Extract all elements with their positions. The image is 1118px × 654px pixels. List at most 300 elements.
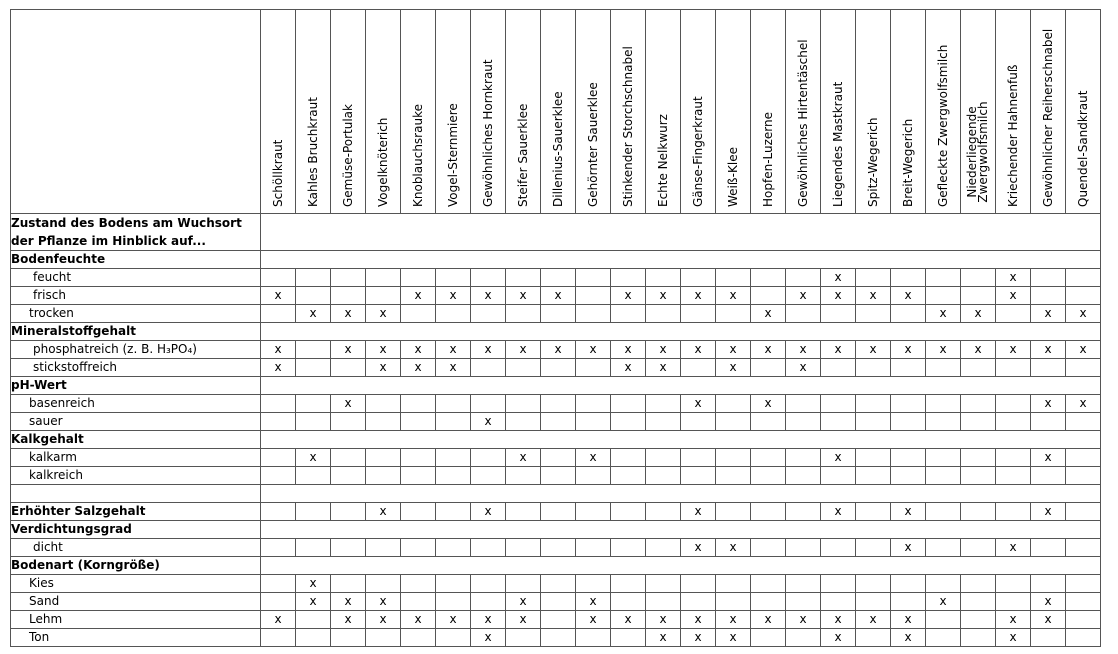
mark-cell bbox=[751, 467, 786, 485]
species-name: Kahles Bruchkraut bbox=[306, 97, 320, 207]
mark-cell: x bbox=[576, 593, 611, 611]
mark-cell bbox=[296, 413, 331, 431]
mark-cell bbox=[436, 539, 471, 557]
mark-cell bbox=[261, 467, 296, 485]
mark-cell bbox=[471, 575, 506, 593]
mark-cell bbox=[926, 449, 961, 467]
mark-cell bbox=[786, 539, 821, 557]
mark-cell bbox=[996, 395, 1031, 413]
mark-cell bbox=[856, 467, 891, 485]
mark-cell: x bbox=[716, 359, 751, 377]
criterion-row bbox=[11, 359, 1101, 377]
mark-cell bbox=[366, 449, 401, 467]
mark-cell bbox=[821, 467, 856, 485]
mark-cell bbox=[296, 395, 331, 413]
mark-cell bbox=[856, 413, 891, 431]
criterion-label: kalkarm bbox=[11, 449, 261, 467]
mark-cell: x bbox=[751, 611, 786, 629]
mark-cell bbox=[926, 467, 961, 485]
mark-cell bbox=[646, 503, 681, 521]
mark-cell bbox=[576, 467, 611, 485]
mark-cell bbox=[681, 359, 716, 377]
mark-cell bbox=[611, 449, 646, 467]
mark-cell bbox=[786, 449, 821, 467]
mark-cell: x bbox=[751, 395, 786, 413]
mark-cell: x bbox=[471, 413, 506, 431]
mark-cell: x bbox=[401, 359, 436, 377]
mark-cell bbox=[856, 593, 891, 611]
mark-cell: x bbox=[506, 611, 541, 629]
mark-cell bbox=[681, 269, 716, 287]
species-name: Gewöhnlicher Reiherschnabel bbox=[1041, 28, 1055, 207]
mark-cell bbox=[261, 575, 296, 593]
mark-cell bbox=[261, 629, 296, 647]
mark-cell bbox=[261, 539, 296, 557]
mark-cell bbox=[856, 359, 891, 377]
mark-cell bbox=[296, 269, 331, 287]
mark-cell bbox=[611, 467, 646, 485]
mark-cell bbox=[961, 503, 996, 521]
mark-cell bbox=[436, 593, 471, 611]
mark-cell bbox=[751, 503, 786, 521]
mark-cell bbox=[751, 449, 786, 467]
species-name: Stinkender Storchschnabel bbox=[621, 46, 635, 207]
mark-cell bbox=[681, 593, 716, 611]
group-header-row bbox=[11, 251, 1101, 269]
species-name: Knoblauchsrauke bbox=[411, 104, 425, 207]
mark-cell bbox=[296, 287, 331, 305]
group-spacer bbox=[261, 377, 1101, 395]
mark-cell bbox=[751, 539, 786, 557]
species-name: Gewöhnliches Hirtentäschel bbox=[796, 39, 810, 207]
mark-cell bbox=[821, 575, 856, 593]
mark-cell bbox=[576, 539, 611, 557]
mark-cell: x bbox=[436, 611, 471, 629]
species-name: Breit-Wegerich bbox=[901, 118, 915, 207]
species-header bbox=[891, 10, 926, 214]
mark-cell bbox=[751, 269, 786, 287]
mark-cell bbox=[646, 305, 681, 323]
mark-cell: x bbox=[1031, 305, 1066, 323]
mark-cell bbox=[681, 575, 716, 593]
mark-cell bbox=[611, 503, 646, 521]
mark-cell bbox=[401, 269, 436, 287]
mark-cell bbox=[366, 395, 401, 413]
blank-spacer bbox=[261, 485, 1101, 503]
mark-cell bbox=[646, 593, 681, 611]
mark-cell bbox=[646, 575, 681, 593]
mark-cell bbox=[331, 413, 366, 431]
mark-cell bbox=[961, 611, 996, 629]
mark-cell bbox=[1066, 413, 1101, 431]
species-name: Spitz-Wegerich bbox=[866, 117, 880, 207]
species-name: Niederliegende Zwergwolfsmilch bbox=[965, 101, 990, 203]
mark-cell bbox=[926, 287, 961, 305]
mark-cell: x bbox=[366, 593, 401, 611]
mark-cell: x bbox=[471, 287, 506, 305]
mark-cell bbox=[506, 467, 541, 485]
criterion-label: Lehm bbox=[11, 611, 261, 629]
blank-label bbox=[11, 485, 261, 503]
mark-cell bbox=[926, 413, 961, 431]
mark-cell bbox=[1066, 611, 1101, 629]
mark-cell: x bbox=[471, 629, 506, 647]
mark-cell bbox=[1066, 503, 1101, 521]
mark-cell bbox=[681, 413, 716, 431]
mark-cell bbox=[821, 413, 856, 431]
mark-cell bbox=[331, 287, 366, 305]
mark-cell: x bbox=[716, 629, 751, 647]
mark-cell: x bbox=[891, 287, 926, 305]
mark-cell: x bbox=[541, 287, 576, 305]
species-header bbox=[296, 10, 331, 214]
species-name: Kriechender Hahnenfuß bbox=[1006, 64, 1020, 207]
criterion-row bbox=[11, 395, 1101, 413]
mark-cell: x bbox=[716, 287, 751, 305]
mark-cell: x bbox=[401, 341, 436, 359]
mark-cell bbox=[926, 629, 961, 647]
mark-cell: x bbox=[891, 611, 926, 629]
mark-cell bbox=[401, 413, 436, 431]
mark-cell bbox=[471, 395, 506, 413]
table-title-cell bbox=[11, 214, 261, 251]
mark-cell: x bbox=[646, 341, 681, 359]
mark-cell: x bbox=[891, 341, 926, 359]
mark-cell bbox=[961, 395, 996, 413]
criterion-row bbox=[11, 341, 1101, 359]
mark-cell bbox=[296, 629, 331, 647]
mark-cell bbox=[751, 629, 786, 647]
group-spacer bbox=[261, 251, 1101, 269]
mark-cell: x bbox=[576, 449, 611, 467]
mark-cell bbox=[401, 593, 436, 611]
mark-cell bbox=[506, 629, 541, 647]
mark-cell bbox=[1066, 593, 1101, 611]
group-spacer bbox=[261, 323, 1101, 341]
mark-cell: x bbox=[926, 593, 961, 611]
mark-cell: x bbox=[261, 287, 296, 305]
mark-cell bbox=[856, 395, 891, 413]
mark-cell: x bbox=[821, 503, 856, 521]
mark-cell bbox=[541, 611, 576, 629]
mark-cell bbox=[436, 305, 471, 323]
mark-cell bbox=[961, 359, 996, 377]
mark-cell bbox=[506, 575, 541, 593]
criterion-row bbox=[11, 593, 1101, 611]
mark-cell bbox=[961, 449, 996, 467]
mark-cell bbox=[856, 575, 891, 593]
mark-cell: x bbox=[821, 269, 856, 287]
mark-cell bbox=[961, 467, 996, 485]
mark-cell bbox=[436, 413, 471, 431]
mark-cell: x bbox=[506, 449, 541, 467]
species-header bbox=[506, 10, 541, 214]
mark-cell bbox=[786, 413, 821, 431]
mark-cell bbox=[576, 629, 611, 647]
mark-cell bbox=[926, 503, 961, 521]
mark-cell bbox=[786, 629, 821, 647]
mark-cell bbox=[646, 269, 681, 287]
species-header bbox=[366, 10, 401, 214]
mark-cell bbox=[646, 449, 681, 467]
mark-cell: x bbox=[611, 341, 646, 359]
mark-cell: x bbox=[646, 287, 681, 305]
mark-cell bbox=[261, 395, 296, 413]
mark-cell bbox=[331, 629, 366, 647]
mark-cell: x bbox=[996, 629, 1031, 647]
mark-cell bbox=[681, 449, 716, 467]
species-header bbox=[436, 10, 471, 214]
species-header bbox=[961, 10, 996, 214]
species-header bbox=[541, 10, 576, 214]
mark-cell bbox=[891, 449, 926, 467]
species-header bbox=[786, 10, 821, 214]
mark-cell bbox=[576, 305, 611, 323]
mark-cell bbox=[331, 449, 366, 467]
mark-cell bbox=[1031, 575, 1066, 593]
species-header bbox=[401, 10, 436, 214]
mark-cell bbox=[366, 629, 401, 647]
criterion-row bbox=[11, 629, 1101, 647]
mark-cell: x bbox=[996, 539, 1031, 557]
mark-cell bbox=[681, 467, 716, 485]
mark-cell: x bbox=[856, 287, 891, 305]
mark-cell bbox=[1031, 287, 1066, 305]
criterion-label: trocken bbox=[11, 305, 261, 323]
mark-cell bbox=[891, 467, 926, 485]
group-header-row bbox=[11, 323, 1101, 341]
criterion-row bbox=[11, 467, 1101, 485]
mark-cell bbox=[856, 269, 891, 287]
mark-cell: x bbox=[716, 611, 751, 629]
mark-cell bbox=[751, 575, 786, 593]
mark-cell bbox=[296, 341, 331, 359]
group-spacer bbox=[261, 521, 1101, 539]
group-header-row bbox=[11, 557, 1101, 575]
mark-cell: x bbox=[856, 611, 891, 629]
species-header bbox=[471, 10, 506, 214]
species-name: Echte Nelkwurz bbox=[656, 114, 670, 207]
mark-cell bbox=[961, 287, 996, 305]
mark-cell: x bbox=[1066, 305, 1101, 323]
mark-cell bbox=[961, 413, 996, 431]
mark-cell: x bbox=[366, 341, 401, 359]
mark-cell bbox=[646, 413, 681, 431]
species-header bbox=[331, 10, 366, 214]
mark-cell bbox=[1066, 269, 1101, 287]
mark-cell bbox=[611, 539, 646, 557]
species-name: Gehörnter Sauerklee bbox=[586, 82, 600, 207]
mark-cell bbox=[541, 593, 576, 611]
table-body bbox=[11, 214, 1101, 647]
mark-cell bbox=[891, 305, 926, 323]
mark-cell bbox=[856, 305, 891, 323]
mark-cell: x bbox=[296, 449, 331, 467]
mark-cell bbox=[1031, 413, 1066, 431]
mark-cell bbox=[436, 575, 471, 593]
mark-cell bbox=[471, 359, 506, 377]
mark-cell: x bbox=[681, 611, 716, 629]
mark-cell bbox=[541, 467, 576, 485]
species-header bbox=[1031, 10, 1066, 214]
table-title-line1: Zustand des Bodens am Wuchsort bbox=[11, 216, 242, 230]
mark-cell bbox=[646, 467, 681, 485]
species-name: Liegendes Mastkraut bbox=[831, 81, 845, 207]
mark-cell: x bbox=[471, 611, 506, 629]
species-name: Steifer Sauerklee bbox=[516, 103, 530, 207]
species-header bbox=[716, 10, 751, 214]
mark-cell bbox=[996, 359, 1031, 377]
mark-cell bbox=[751, 413, 786, 431]
species-name: Dillenius-Sauerklee bbox=[551, 91, 565, 207]
species-header bbox=[681, 10, 716, 214]
mark-cell bbox=[506, 539, 541, 557]
species-name: Gefleckte Zwergwolfsmilch bbox=[936, 44, 950, 207]
mark-cell: x bbox=[296, 305, 331, 323]
group-header-row bbox=[11, 431, 1101, 449]
mark-cell bbox=[401, 467, 436, 485]
group-spacer bbox=[261, 557, 1101, 575]
species-header-row bbox=[11, 10, 1101, 214]
mark-cell bbox=[401, 629, 436, 647]
mark-cell: x bbox=[646, 629, 681, 647]
mark-cell bbox=[1031, 539, 1066, 557]
mark-cell bbox=[541, 629, 576, 647]
mark-cell bbox=[716, 269, 751, 287]
mark-cell bbox=[891, 575, 926, 593]
mark-cell: x bbox=[436, 341, 471, 359]
group-label: Kalkgehalt bbox=[11, 431, 261, 449]
title-row bbox=[11, 214, 1101, 251]
mark-cell bbox=[1066, 359, 1101, 377]
mark-cell bbox=[436, 395, 471, 413]
mark-cell: x bbox=[821, 629, 856, 647]
mark-cell bbox=[751, 359, 786, 377]
mark-cell bbox=[821, 359, 856, 377]
mark-cell: x bbox=[261, 611, 296, 629]
mark-cell: x bbox=[786, 287, 821, 305]
mark-cell bbox=[436, 629, 471, 647]
mark-cell bbox=[821, 593, 856, 611]
mark-cell: x bbox=[1031, 611, 1066, 629]
criterion-row bbox=[11, 503, 1101, 521]
mark-cell bbox=[366, 413, 401, 431]
mark-cell bbox=[576, 503, 611, 521]
mark-cell: x bbox=[576, 611, 611, 629]
species-header bbox=[996, 10, 1031, 214]
mark-cell: x bbox=[1031, 593, 1066, 611]
mark-cell bbox=[296, 467, 331, 485]
table-title-line2: der Pflanze im Hinblick auf... bbox=[11, 234, 206, 248]
mark-cell bbox=[716, 575, 751, 593]
mark-cell bbox=[576, 287, 611, 305]
mark-cell bbox=[541, 449, 576, 467]
criterion-label: Sand bbox=[11, 593, 261, 611]
mark-cell: x bbox=[611, 287, 646, 305]
mark-cell bbox=[996, 449, 1031, 467]
mark-cell bbox=[1066, 575, 1101, 593]
mark-cell bbox=[401, 539, 436, 557]
species-name: Gänse-Fingerkraut bbox=[691, 96, 705, 207]
mark-cell: x bbox=[261, 341, 296, 359]
mark-cell: x bbox=[471, 341, 506, 359]
mark-cell bbox=[296, 539, 331, 557]
mark-cell: x bbox=[331, 341, 366, 359]
mark-cell: x bbox=[681, 395, 716, 413]
criterion-row bbox=[11, 269, 1101, 287]
mark-cell bbox=[366, 575, 401, 593]
mark-cell bbox=[856, 539, 891, 557]
mark-cell bbox=[506, 503, 541, 521]
mark-cell bbox=[751, 593, 786, 611]
mark-cell: x bbox=[506, 341, 541, 359]
mark-cell bbox=[331, 269, 366, 287]
mark-cell bbox=[401, 395, 436, 413]
mark-cell bbox=[331, 575, 366, 593]
mark-cell bbox=[611, 269, 646, 287]
mark-cell bbox=[891, 359, 926, 377]
mark-cell: x bbox=[891, 629, 926, 647]
mark-cell: x bbox=[401, 611, 436, 629]
mark-cell: x bbox=[681, 287, 716, 305]
mark-cell bbox=[506, 269, 541, 287]
mark-cell: x bbox=[646, 611, 681, 629]
mark-cell bbox=[611, 413, 646, 431]
species-name: Gewöhnliches Hornkraut bbox=[481, 59, 495, 207]
species-name: Quendel-Sandkraut bbox=[1076, 90, 1090, 207]
mark-cell bbox=[331, 467, 366, 485]
mark-cell: x bbox=[681, 341, 716, 359]
mark-cell bbox=[716, 395, 751, 413]
species-header bbox=[611, 10, 646, 214]
mark-cell: x bbox=[296, 593, 331, 611]
criterion-label: Erhöhter Salzgehalt bbox=[11, 503, 261, 521]
mark-cell bbox=[961, 629, 996, 647]
mark-cell bbox=[541, 503, 576, 521]
mark-cell bbox=[366, 287, 401, 305]
criterion-label: Ton bbox=[11, 629, 261, 647]
mark-cell: x bbox=[751, 341, 786, 359]
mark-cell bbox=[856, 449, 891, 467]
group-label: Mineralstoffgehalt bbox=[11, 323, 261, 341]
group-header-row bbox=[11, 521, 1101, 539]
mark-cell bbox=[716, 503, 751, 521]
criterion-row bbox=[11, 575, 1101, 593]
mark-cell bbox=[856, 629, 891, 647]
species-name: Vogel-Sternmiere bbox=[446, 103, 460, 207]
group-label: Verdichtungsgrad bbox=[11, 521, 261, 539]
mark-cell bbox=[1066, 467, 1101, 485]
mark-cell: x bbox=[506, 593, 541, 611]
mark-cell: x bbox=[331, 611, 366, 629]
header-corner-cell bbox=[11, 10, 261, 214]
mark-cell bbox=[856, 503, 891, 521]
species-header bbox=[576, 10, 611, 214]
mark-cell: x bbox=[611, 359, 646, 377]
mark-cell bbox=[331, 503, 366, 521]
mark-cell bbox=[366, 467, 401, 485]
mark-cell bbox=[786, 575, 821, 593]
criterion-row bbox=[11, 449, 1101, 467]
mark-cell bbox=[471, 269, 506, 287]
mark-cell: x bbox=[366, 503, 401, 521]
mark-cell bbox=[541, 359, 576, 377]
group-label: pH-Wert bbox=[11, 377, 261, 395]
criterion-label: sauer bbox=[11, 413, 261, 431]
species-header bbox=[261, 10, 296, 214]
mark-cell bbox=[821, 539, 856, 557]
mark-cell bbox=[961, 269, 996, 287]
